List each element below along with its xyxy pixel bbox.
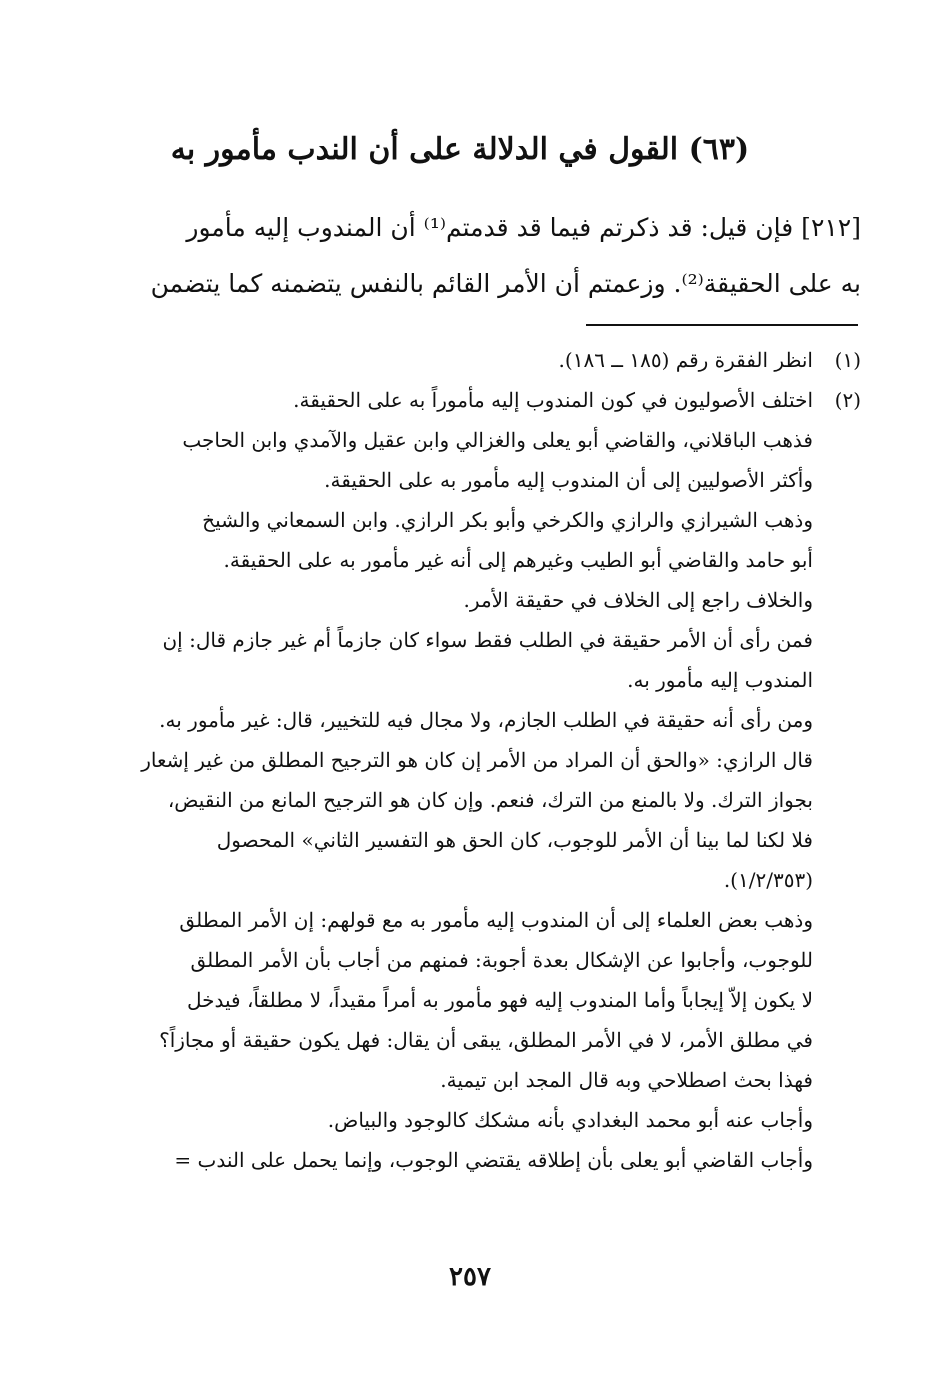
main-text-line: [٢١٢] فإن قيل: قد ذكرتم فيما قد قدمتم⁽¹⁾ أن المندوب إليه مأمور (186, 213, 861, 242)
page-number: ٢٥٧ (449, 1262, 491, 1292)
footnote-line: فلا لكنا لما بينا أن الأمر للوجوب، كان الحق هو التفسير الثاني» المحصول (216, 828, 813, 852)
footnote-line: المندوب إليه مأمور به. (627, 668, 813, 692)
footnote-line: فمن رأى أن الأمر حقيقة في الطلب فقط سواء كان جازماً أم غير جازم قال: إن (162, 628, 813, 652)
footnote-line: أبو حامد والقاضي أبو الطيب وغيرهم إلى أنه غير مأمور به على الحقيقة. (223, 548, 813, 572)
footnote-line: في مطلق الأمر، لا في الأمر المطلق، يبقى أن يقال: فهل يكون حقيقة أو مجازاً؟ (159, 1028, 813, 1052)
footnote-separator (586, 324, 858, 326)
footnote-line: بجواز الترك. ولا بالمنع من الترك، فنعم. وإن كان هو الترجيح المانع من النقيض، (167, 788, 813, 812)
footnote-line: فهذا بحث اصطلاحي وبه قال المجد ابن تيمية. (440, 1068, 813, 1092)
footnote-line: قال الرازي: «والحق أن المراد من الأمر إن كان هو الترجيح المطلق من غير إشعار (141, 748, 813, 772)
footnote-line: والخلاف راجع إلى الخلاف في حقيقة الأمر. (463, 588, 813, 612)
footnote-2 (101, 380, 861, 420)
footnote-text: اختلف الأصوليون في كون المندوب إليه مأموراً به على الحقيقة. (293, 388, 813, 412)
footnote-line: ومن رأى أنه حقيقة في الطلب الجازم، ولا مجال فيه للتخيير، قال: غير مأمور به. (159, 708, 813, 732)
footnote-line: وأكثر الأصوليين إلى أن المندوب إليه مأمور به على الحقيقة. (324, 468, 813, 492)
main-text (101, 200, 861, 312)
footnote-line: فذهب الباقلاني، والقاضي أبو يعلى والغزالي وابن عقيل والآمدي وابن الحاجب (182, 428, 813, 452)
footnote-number: (١) (834, 348, 861, 372)
footnote-line: لا يكون إلاّ إيجاباً وأما المندوب إليه فهو مأمور به أمراً مقيداً، لا مطلقاً، فيدخل (186, 988, 813, 1012)
footnote-line: وذهب بعض العلماء إلى أن المندوب إليه مأمور به مع قولهم: إن الأمر المطلق (179, 908, 813, 932)
footnote-line: وذهب الشيرازي والرازي والكرخي وأبو بكر الرازي. وابن السمعاني والشيخ (202, 508, 813, 532)
footnotes (101, 340, 861, 1180)
footnote-line: وأجاب عنه أبو محمد البغدادي بأنه مشكك كالوجود والبياض. (327, 1108, 813, 1132)
footnote-line: (١/٢/٣٥٣). (723, 868, 813, 892)
footnote-text: انظر الفقرة رقم (١٨٥ ــ ١٨٦). (558, 348, 813, 372)
main-text-line: به على الحقيقة⁽²⁾. وزعمتم أن الأمر القائم بالنفس يتضمنه كما يتضمن (150, 269, 861, 298)
footnote-number: (٢) (834, 388, 861, 412)
footnote-line: وأجاب القاضي أبو يعلى بأن إطلاقه يقتضي الوجوب، وإنما يحمل على الندب = (174, 1148, 813, 1172)
footnote-line: للوجوب، وأجابوا عن الإشكال بعدة أجوبة: فمنهم من أجاب بأن الأمر المطلق (190, 948, 813, 972)
footnote-1 (101, 340, 861, 380)
section-heading: (٦٣) القول في الدلالة على أن الندب مأمور به (170, 132, 750, 167)
